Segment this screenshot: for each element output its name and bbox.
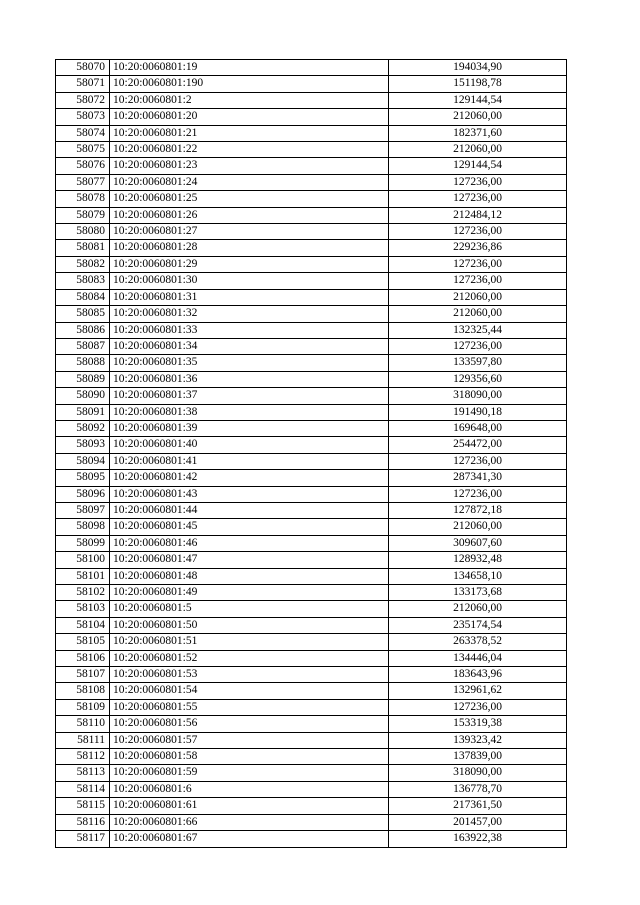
- table-row: [56, 650, 567, 666]
- value-cell: 194034,90: [389, 60, 567, 76]
- row-number-cell: 58108: [56, 683, 110, 699]
- value-cell: 309607,60: [389, 535, 567, 551]
- table-row: [56, 453, 567, 469]
- row-number-cell: 58072: [56, 92, 110, 108]
- row-number-cell: 58088: [56, 355, 110, 371]
- table-row: [56, 371, 567, 387]
- value-cell: 235174,54: [389, 617, 567, 633]
- table-row: [56, 273, 567, 289]
- cadastral-number-cell: 10:20:0060801:19: [110, 60, 389, 76]
- table-row: [56, 207, 567, 223]
- value-cell: 169648,00: [389, 420, 567, 436]
- value-cell: 287341,30: [389, 470, 567, 486]
- value-cell: 132325,44: [389, 322, 567, 338]
- table-row: [56, 831, 567, 847]
- value-cell: 212060,00: [389, 601, 567, 617]
- table-row: [56, 289, 567, 305]
- value-cell: 163922,38: [389, 831, 567, 847]
- value-cell: 127236,00: [389, 191, 567, 207]
- table-row: [56, 732, 567, 748]
- cadastral-number-cell: 10:20:0060801:24: [110, 174, 389, 190]
- table-row: [56, 388, 567, 404]
- row-number-cell: 58082: [56, 256, 110, 272]
- row-number-cell: 58099: [56, 535, 110, 551]
- value-cell: 132961,62: [389, 683, 567, 699]
- cadastral-number-cell: 10:20:0060801:31: [110, 289, 389, 305]
- row-number-cell: 58084: [56, 289, 110, 305]
- value-cell: 137839,00: [389, 749, 567, 765]
- value-cell: 201457,00: [389, 814, 567, 830]
- table-row: [56, 125, 567, 141]
- cadastral-number-cell: 10:20:0060801:21: [110, 125, 389, 141]
- row-number-cell: 58095: [56, 470, 110, 486]
- cadastral-number-cell: 10:20:0060801:29: [110, 256, 389, 272]
- value-cell: 127872,18: [389, 502, 567, 518]
- row-number-cell: 58093: [56, 437, 110, 453]
- value-cell: 129144,54: [389, 92, 567, 108]
- row-number-cell: 58086: [56, 322, 110, 338]
- cadastral-number-cell: 10:20:0060801:53: [110, 667, 389, 683]
- cadastral-number-cell: 10:20:0060801:58: [110, 749, 389, 765]
- cadastral-number-cell: 10:20:0060801:190: [110, 76, 389, 92]
- table-row: [56, 306, 567, 322]
- table-row: [56, 798, 567, 814]
- table-row: [56, 322, 567, 338]
- row-number-cell: 58092: [56, 420, 110, 436]
- row-number-cell: 58112: [56, 749, 110, 765]
- row-number-cell: 58114: [56, 781, 110, 797]
- row-number-cell: 58087: [56, 338, 110, 354]
- value-cell: 127236,00: [389, 256, 567, 272]
- value-cell: 139323,42: [389, 732, 567, 748]
- value-cell: 212060,00: [389, 109, 567, 125]
- value-cell: 229236,86: [389, 240, 567, 256]
- value-cell: 263378,52: [389, 634, 567, 650]
- cadastral-number-cell: 10:20:0060801:66: [110, 814, 389, 830]
- table-row: [56, 240, 567, 256]
- table-row: [56, 765, 567, 781]
- table-row: [56, 437, 567, 453]
- table-row: [56, 683, 567, 699]
- row-number-cell: 58100: [56, 552, 110, 568]
- cadastral-number-cell: 10:20:0060801:47: [110, 552, 389, 568]
- cadastral-number-cell: 10:20:0060801:6: [110, 781, 389, 797]
- row-number-cell: 58105: [56, 634, 110, 650]
- row-number-cell: 58103: [56, 601, 110, 617]
- table-row: [56, 781, 567, 797]
- value-cell: 254472,00: [389, 437, 567, 453]
- table-body: [56, 60, 567, 848]
- cadastral-number-cell: 10:20:0060801:45: [110, 519, 389, 535]
- table-row: [56, 256, 567, 272]
- value-cell: 212060,00: [389, 519, 567, 535]
- value-cell: 127236,00: [389, 699, 567, 715]
- table-row: [56, 601, 567, 617]
- cadastral-number-cell: 10:20:0060801:25: [110, 191, 389, 207]
- cadastral-number-cell: 10:20:0060801:32: [110, 306, 389, 322]
- table-row: [56, 158, 567, 174]
- row-number-cell: 58073: [56, 109, 110, 125]
- cadastral-number-cell: 10:20:0060801:49: [110, 585, 389, 601]
- value-cell: 212060,00: [389, 306, 567, 322]
- cadastral-number-cell: 10:20:0060801:35: [110, 355, 389, 371]
- row-number-cell: 58094: [56, 453, 110, 469]
- cadastral-number-cell: 10:20:0060801:33: [110, 322, 389, 338]
- table-row: [56, 60, 567, 76]
- value-cell: 127236,00: [389, 273, 567, 289]
- table-row: [56, 224, 567, 240]
- cadastral-number-cell: 10:20:0060801:50: [110, 617, 389, 633]
- value-cell: 153319,38: [389, 716, 567, 732]
- cadastral-number-cell: 10:20:0060801:48: [110, 568, 389, 584]
- cadastral-number-cell: 10:20:0060801:56: [110, 716, 389, 732]
- cadastral-number-cell: 10:20:0060801:54: [110, 683, 389, 699]
- row-number-cell: 58104: [56, 617, 110, 633]
- table-row: [56, 617, 567, 633]
- value-cell: 191490,18: [389, 404, 567, 420]
- cadastral-number-cell: 10:20:0060801:40: [110, 437, 389, 453]
- cadastral-number-cell: 10:20:0060801:57: [110, 732, 389, 748]
- table-row: [56, 338, 567, 354]
- table-row: [56, 142, 567, 158]
- table-row: [56, 502, 567, 518]
- cadastral-number-cell: 10:20:0060801:27: [110, 224, 389, 240]
- cadastral-number-cell: 10:20:0060801:52: [110, 650, 389, 666]
- table-row: [56, 519, 567, 535]
- row-number-cell: 58090: [56, 388, 110, 404]
- table-row: [56, 699, 567, 715]
- value-cell: 136778,70: [389, 781, 567, 797]
- value-cell: 217361,50: [389, 798, 567, 814]
- row-number-cell: 58077: [56, 174, 110, 190]
- value-cell: 127236,00: [389, 338, 567, 354]
- table-row: [56, 355, 567, 371]
- cadastral-number-cell: 10:20:0060801:34: [110, 338, 389, 354]
- table-row: [56, 749, 567, 765]
- table-row: [56, 552, 567, 568]
- cadastral-number-cell: 10:20:0060801:39: [110, 420, 389, 436]
- row-number-cell: 58096: [56, 486, 110, 502]
- row-number-cell: 58098: [56, 519, 110, 535]
- row-number-cell: 58111: [56, 732, 110, 748]
- table-row: [56, 814, 567, 830]
- value-cell: 134446,04: [389, 650, 567, 666]
- row-number-cell: 58089: [56, 371, 110, 387]
- value-cell: 318090,00: [389, 765, 567, 781]
- table-row: [56, 667, 567, 683]
- value-cell: 129144,54: [389, 158, 567, 174]
- cadastral-number-cell: 10:20:0060801:2: [110, 92, 389, 108]
- cadastral-number-cell: 10:20:0060801:26: [110, 207, 389, 223]
- value-cell: 134658,10: [389, 568, 567, 584]
- value-cell: 212060,00: [389, 142, 567, 158]
- cadastral-number-cell: 10:20:0060801:5: [110, 601, 389, 617]
- table-row: [56, 404, 567, 420]
- row-number-cell: 58081: [56, 240, 110, 256]
- value-cell: 127236,00: [389, 486, 567, 502]
- value-cell: 151198,78: [389, 76, 567, 92]
- value-cell: 133173,68: [389, 585, 567, 601]
- table-row: [56, 470, 567, 486]
- row-number-cell: 58107: [56, 667, 110, 683]
- row-number-cell: 58109: [56, 699, 110, 715]
- row-number-cell: 58106: [56, 650, 110, 666]
- value-cell: 128932,48: [389, 552, 567, 568]
- row-number-cell: 58071: [56, 76, 110, 92]
- row-number-cell: 58083: [56, 273, 110, 289]
- value-cell: 183643,96: [389, 667, 567, 683]
- row-number-cell: 58115: [56, 798, 110, 814]
- table-row: [56, 174, 567, 190]
- table-row: [56, 634, 567, 650]
- cadastral-number-cell: 10:20:0060801:42: [110, 470, 389, 486]
- cadastral-number-cell: 10:20:0060801:43: [110, 486, 389, 502]
- row-number-cell: 58074: [56, 125, 110, 141]
- cadastral-number-cell: 10:20:0060801:37: [110, 388, 389, 404]
- cadastral-number-cell: 10:20:0060801:55: [110, 699, 389, 715]
- cadastral-number-cell: 10:20:0060801:44: [110, 502, 389, 518]
- value-cell: 318090,00: [389, 388, 567, 404]
- data-table: [55, 59, 567, 848]
- row-number-cell: 58075: [56, 142, 110, 158]
- row-number-cell: 58113: [56, 765, 110, 781]
- value-cell: 212484,12: [389, 207, 567, 223]
- row-number-cell: 58097: [56, 502, 110, 518]
- cadastral-number-cell: 10:20:0060801:30: [110, 273, 389, 289]
- row-number-cell: 58110: [56, 716, 110, 732]
- cadastral-number-cell: 10:20:0060801:46: [110, 535, 389, 551]
- cadastral-number-cell: 10:20:0060801:23: [110, 158, 389, 174]
- table-row: [56, 92, 567, 108]
- cadastral-number-cell: 10:20:0060801:59: [110, 765, 389, 781]
- cadastral-number-cell: 10:20:0060801:41: [110, 453, 389, 469]
- value-cell: 127236,00: [389, 453, 567, 469]
- row-number-cell: 58070: [56, 60, 110, 76]
- table-row: [56, 420, 567, 436]
- cadastral-number-cell: 10:20:0060801:28: [110, 240, 389, 256]
- cadastral-number-cell: 10:20:0060801:20: [110, 109, 389, 125]
- cadastral-number-cell: 10:20:0060801:38: [110, 404, 389, 420]
- table-row: [56, 109, 567, 125]
- row-number-cell: 58079: [56, 207, 110, 223]
- value-cell: 127236,00: [389, 224, 567, 240]
- cadastral-number-cell: 10:20:0060801:67: [110, 831, 389, 847]
- cadastral-number-cell: 10:20:0060801:36: [110, 371, 389, 387]
- row-number-cell: 58078: [56, 191, 110, 207]
- row-number-cell: 58117: [56, 831, 110, 847]
- table-row: [56, 568, 567, 584]
- row-number-cell: 58116: [56, 814, 110, 830]
- value-cell: 133597,80: [389, 355, 567, 371]
- value-cell: 129356,60: [389, 371, 567, 387]
- row-number-cell: 58101: [56, 568, 110, 584]
- row-number-cell: 58076: [56, 158, 110, 174]
- table-row: [56, 191, 567, 207]
- table-row: [56, 716, 567, 732]
- row-number-cell: 58091: [56, 404, 110, 420]
- table-row: [56, 76, 567, 92]
- value-cell: 182371,60: [389, 125, 567, 141]
- table-row: [56, 486, 567, 502]
- cadastral-number-cell: 10:20:0060801:51: [110, 634, 389, 650]
- row-number-cell: 58080: [56, 224, 110, 240]
- value-cell: 212060,00: [389, 289, 567, 305]
- row-number-cell: 58085: [56, 306, 110, 322]
- table-row: [56, 585, 567, 601]
- cadastral-number-cell: 10:20:0060801:61: [110, 798, 389, 814]
- cadastral-number-cell: 10:20:0060801:22: [110, 142, 389, 158]
- table-row: [56, 535, 567, 551]
- value-cell: 127236,00: [389, 174, 567, 190]
- row-number-cell: 58102: [56, 585, 110, 601]
